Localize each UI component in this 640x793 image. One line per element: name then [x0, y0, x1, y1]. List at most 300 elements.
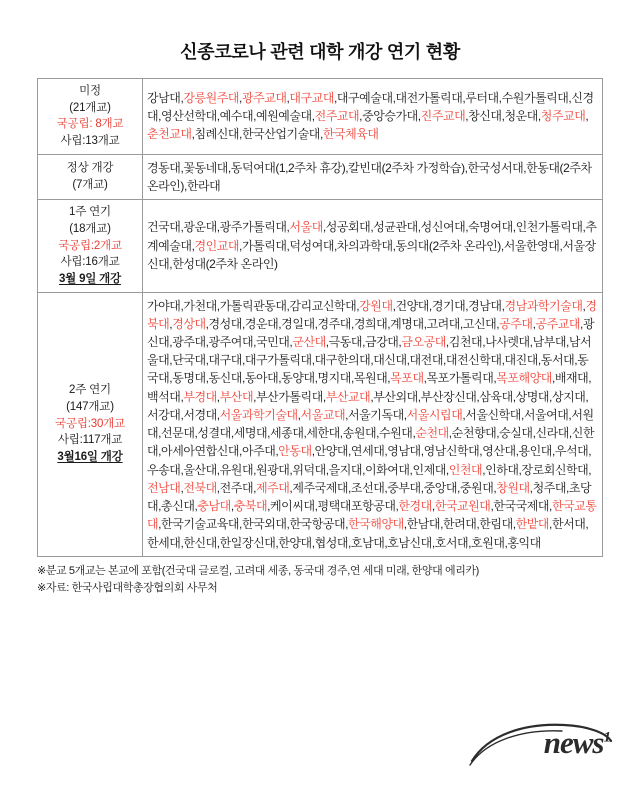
- separator: ,: [205, 316, 209, 331]
- separator: ,: [194, 426, 198, 441]
- university-name: 동양대: [281, 371, 315, 386]
- separator: ,: [311, 444, 315, 459]
- separator: ,: [319, 127, 323, 142]
- separator: ,: [325, 462, 329, 477]
- university-name: 한국교통대: [147, 499, 597, 532]
- university-name: 단국대: [172, 353, 206, 368]
- university-name: 광운대: [183, 220, 217, 235]
- separator: ,: [289, 462, 293, 477]
- separator: ,: [311, 109, 315, 124]
- separator: ,: [158, 517, 162, 532]
- row-universities: [143, 200, 603, 292]
- separator: ,: [348, 444, 351, 459]
- university-name: 경남대: [468, 298, 502, 313]
- university-name: 전남대: [147, 480, 181, 495]
- separator: ,: [462, 90, 466, 105]
- university-name: 침례신대: [194, 127, 240, 142]
- separator: ,: [325, 334, 329, 349]
- university-name: 목포대: [390, 371, 424, 386]
- university-name: 세한대: [306, 426, 340, 441]
- university-name: 남서울대: [147, 334, 592, 368]
- separator: ,: [303, 426, 307, 441]
- university-name: 강릉원주대: [183, 90, 240, 105]
- university-name: 한국국제대: [493, 499, 550, 514]
- separator: ,: [216, 462, 220, 477]
- separator: ,: [286, 220, 290, 235]
- university-name: 건양대: [395, 298, 429, 313]
- separator: ,: [465, 220, 469, 235]
- university-name: 동서대: [540, 353, 575, 368]
- university-name: 목포해양대: [496, 371, 552, 386]
- university-name: 가톨릭관동대: [219, 298, 287, 313]
- separator: ,: [348, 480, 351, 495]
- category-count: (147개교): [66, 401, 114, 414]
- separator: ,: [216, 220, 220, 235]
- university-name: 인하대: [485, 462, 519, 477]
- separator: ,: [216, 109, 220, 124]
- separator: ,: [191, 127, 195, 142]
- university-name: 초당대: [147, 480, 592, 514]
- university-name: 한밭대: [515, 517, 550, 532]
- university-name: 동명대: [172, 371, 206, 386]
- university-name: 선문대: [161, 426, 195, 441]
- separator: ,: [476, 389, 480, 404]
- university-name: 순천향대: [451, 426, 497, 441]
- university-name: 서울신학대: [465, 407, 521, 422]
- university-name: 을지대: [328, 462, 363, 477]
- university-name: 경일대: [281, 316, 315, 331]
- university-name: 협성대: [314, 535, 349, 550]
- university-name: 신한대: [147, 426, 595, 459]
- separator: ,: [339, 426, 343, 441]
- separator: ,: [239, 90, 242, 105]
- university-name: 경기대: [431, 298, 466, 313]
- university-name: 동신대: [208, 371, 242, 386]
- university-name: 경남과학기술대: [504, 298, 583, 313]
- logo-superscript: 1: [603, 729, 610, 746]
- separator: ,: [392, 238, 396, 253]
- category-name: 1주 연기: [69, 206, 111, 219]
- university-name: 대구가톨릭대: [244, 353, 312, 368]
- separator: ,: [457, 480, 460, 495]
- separator: ,: [158, 109, 162, 124]
- separator: ,: [370, 389, 374, 404]
- separator: ,: [549, 499, 552, 514]
- separator: ,: [158, 426, 162, 441]
- separator: ,: [289, 334, 293, 349]
- separator: ,: [230, 499, 234, 514]
- university-name: 가톨릭대: [241, 238, 287, 253]
- university-name: 경북대: [147, 298, 597, 331]
- separator: ,: [241, 371, 245, 386]
- logo-text-main: news: [543, 725, 604, 760]
- separator: ,: [580, 316, 583, 331]
- start-date: 3월 9일 개강: [58, 272, 122, 285]
- university-name: 광주대: [172, 334, 206, 349]
- separator: ,: [239, 238, 242, 253]
- separator: ,: [239, 517, 242, 532]
- separator: ,: [205, 334, 209, 349]
- university-name: 부산장신대: [420, 389, 477, 404]
- separator: ,: [275, 444, 279, 459]
- separator: ,: [537, 353, 541, 368]
- university-name: 성신여대: [420, 220, 466, 235]
- separator: ,: [412, 426, 416, 441]
- university-name: 중앙승가대: [362, 109, 418, 124]
- separator: ,: [345, 160, 349, 175]
- separator: ,: [278, 371, 282, 386]
- university-name: 호남신대: [387, 535, 432, 550]
- university-name: 상명대: [515, 389, 550, 404]
- separator: ,: [314, 371, 318, 386]
- university-name: 조선대: [350, 480, 385, 495]
- university-name: 서울과학기술대: [219, 407, 298, 422]
- separator: ,: [376, 426, 380, 441]
- university-name: 한라대: [186, 178, 221, 193]
- university-name: 제주대: [255, 480, 290, 495]
- separator: ,: [314, 499, 318, 514]
- separator: ,: [216, 298, 220, 313]
- university-name: 인천가톨릭대: [515, 220, 583, 235]
- separator: ,: [537, 109, 541, 124]
- separator: ,: [387, 316, 391, 331]
- separator: ,: [311, 535, 315, 550]
- university-name: 안양대: [314, 444, 349, 459]
- separator: ,: [384, 535, 388, 550]
- university-name: 대전대: [409, 353, 443, 368]
- separator: ,: [387, 371, 391, 386]
- separator: ,: [431, 535, 435, 550]
- university-name: 한려대: [442, 517, 477, 532]
- separator: ,: [532, 426, 536, 441]
- separator: ,: [253, 480, 256, 495]
- university-name: 진주교대: [420, 109, 466, 124]
- university-name: 서울기독대: [348, 407, 404, 422]
- university-name: 대구교대: [289, 90, 334, 105]
- university-name: 금강대: [364, 334, 399, 349]
- separator: ,: [180, 535, 184, 550]
- public-count: 국공립:2개교: [58, 239, 122, 252]
- separator: ,: [392, 90, 396, 105]
- separator: ,: [482, 334, 486, 349]
- university-name: 중원대: [459, 480, 494, 495]
- table-body: [38, 79, 603, 557]
- university-name: 영산대: [482, 444, 516, 459]
- separator: ,: [442, 353, 446, 368]
- page-title: 신종코로나 관련 대학 개강 연기 현황: [180, 42, 460, 62]
- separator: ,: [311, 353, 315, 368]
- university-name: 호원대: [471, 535, 505, 550]
- university-name: 예원예술대: [255, 109, 312, 124]
- news1-logo: [466, 715, 616, 769]
- university-name: 중앙대: [423, 480, 458, 495]
- separator: ,: [529, 480, 533, 495]
- separator: ,: [568, 90, 572, 105]
- row-label-one-week: [38, 200, 143, 292]
- category-count: (18개교): [69, 222, 111, 235]
- separator: ,: [278, 316, 282, 331]
- university-name: 한경대: [398, 499, 432, 514]
- university-name: 한신대: [183, 535, 217, 550]
- university-name: 전주교대: [314, 109, 360, 124]
- separator: ,: [191, 238, 195, 253]
- university-name: 군산대: [292, 334, 326, 349]
- separator: ,: [239, 444, 242, 459]
- separator: ,: [230, 426, 234, 441]
- university-name: 제주국제대: [292, 480, 349, 495]
- separator: ,: [501, 298, 505, 313]
- public-count: 국공립: 8개교: [56, 118, 124, 131]
- separator: ,: [406, 353, 410, 368]
- university-name: 숙명여대: [468, 220, 513, 235]
- university-name: 상지대: [551, 389, 586, 404]
- separator: ,: [512, 220, 516, 235]
- separator: ,: [551, 444, 555, 459]
- separator: ,: [585, 517, 589, 532]
- separator: ,: [370, 220, 374, 235]
- footnote-branch-campuses: ※분교 5개교는 본교에 포함(건국대 글로컬, 고려대 세종, 동국대 경주,연 세대 미래, 한양대 에리카): [37, 564, 479, 577]
- separator: ,: [566, 480, 569, 495]
- university-name: 춘천교대: [147, 127, 192, 142]
- university-name: 루터대: [465, 90, 499, 105]
- separator: ,: [500, 238, 504, 253]
- university-name: 한성대(2주차 온라인): [172, 256, 278, 271]
- table-row: [38, 79, 603, 155]
- university-name: 총신대: [161, 499, 195, 514]
- university-name: 서울한영대: [503, 238, 560, 253]
- separator: ,: [398, 334, 402, 349]
- separator: ,: [227, 160, 231, 175]
- university-name: 신라대: [535, 426, 569, 441]
- university-name: 아세아연합신대: [161, 444, 240, 459]
- category-name: 정상 개강: [66, 162, 114, 175]
- university-name: 한세대: [147, 535, 181, 550]
- separator: ,: [180, 389, 184, 404]
- university-name: 중부대: [387, 480, 421, 495]
- university-name: 한국성서대: [467, 160, 524, 175]
- separator: ,: [216, 407, 220, 422]
- separator: ,: [479, 444, 483, 459]
- university-name: 우송대: [147, 462, 181, 477]
- separator: ,: [417, 220, 421, 235]
- university-name: 광주가톨릭대: [219, 220, 287, 235]
- separator: ,: [286, 238, 290, 253]
- row-label-two-week: [38, 292, 143, 556]
- university-name: 백석대: [147, 389, 181, 404]
- university-name: 한동대(2주차 온라인): [147, 160, 592, 193]
- separator: ,: [180, 220, 184, 235]
- university-name: 서울장신대: [147, 238, 596, 271]
- university-name: 영남신학대: [423, 444, 480, 459]
- separator: ,: [216, 535, 220, 550]
- separator: ,: [501, 353, 505, 368]
- separator: ,: [384, 444, 388, 459]
- separator: ,: [417, 109, 421, 124]
- separator: ,: [417, 389, 421, 404]
- university-name: 서울시립대: [406, 407, 463, 422]
- separator: ,: [482, 462, 486, 477]
- university-name: 호서대: [434, 535, 469, 550]
- university-name: 경동대: [147, 160, 181, 175]
- university-name: 대신대: [373, 353, 407, 368]
- separator: ,: [180, 462, 184, 477]
- university-name: 한국외대: [241, 517, 287, 532]
- separator: ,: [490, 499, 494, 514]
- university-name: 명지대: [317, 371, 351, 386]
- separator: ,: [512, 517, 516, 532]
- separator: ,: [529, 334, 533, 349]
- separator: ,: [498, 90, 502, 105]
- table-row: [38, 200, 603, 292]
- separator: ,: [194, 499, 198, 514]
- separator: ,: [370, 353, 374, 368]
- university-name: 공주대: [499, 316, 533, 331]
- separator: ,: [423, 316, 427, 331]
- university-name: 한림대: [479, 517, 513, 532]
- university-name: 강원대: [359, 298, 393, 313]
- university-name: 대전가톨릭대: [395, 90, 463, 105]
- university-name: 서강대: [147, 407, 181, 422]
- university-name: 영남대: [387, 444, 421, 459]
- university-name: 수원대: [379, 426, 413, 441]
- university-name: 동의대(2주차 온라인): [395, 238, 501, 253]
- university-name: 가야대: [147, 298, 181, 313]
- row-universities: [143, 154, 603, 199]
- university-name: 세종대: [270, 426, 304, 441]
- university-name: 한국항공대: [289, 517, 346, 532]
- university-name: 가천대: [183, 298, 217, 313]
- separator: ,: [588, 371, 592, 386]
- separator: ,: [180, 407, 184, 422]
- university-name: 부산교대: [325, 389, 371, 404]
- university-name: 고신대: [462, 316, 497, 331]
- separator: ,: [568, 426, 572, 441]
- separator: ,: [448, 426, 452, 441]
- university-name: 유원대: [219, 462, 254, 477]
- row-label-undecided: [38, 79, 143, 155]
- separator: ,: [493, 371, 497, 386]
- separator: ,: [403, 517, 407, 532]
- separator: ,: [588, 444, 592, 459]
- separator: ,: [504, 535, 508, 550]
- separator: ,: [322, 389, 326, 404]
- category-name: 2주 연기: [69, 384, 111, 397]
- university-name: 한일장신대: [219, 535, 276, 550]
- university-name: 울산대: [183, 462, 217, 477]
- university-name: 전북대: [183, 480, 217, 495]
- category-count: (7개교): [72, 178, 108, 191]
- university-name: 평택대포항공대: [317, 499, 396, 514]
- university-name: 서울대: [289, 220, 323, 235]
- university-name: 부경대: [183, 389, 217, 404]
- university-name: 한국산업기술대: [241, 127, 320, 142]
- university-name: 한국체육대: [322, 127, 379, 142]
- separator: ,: [333, 238, 337, 253]
- separator: ,: [496, 426, 500, 441]
- separator: ,: [566, 334, 569, 349]
- university-name: 대진대: [504, 353, 538, 368]
- university-name: 목포가톨릭대: [426, 371, 494, 386]
- university-name: 이화여대: [364, 462, 410, 477]
- separator: ,: [409, 462, 413, 477]
- university-name: 김천대: [448, 334, 483, 349]
- separator: ,: [465, 298, 469, 313]
- separator: ,: [585, 109, 589, 124]
- university-name: 경상대: [172, 316, 206, 331]
- university-name: 대구한의대: [314, 353, 371, 368]
- separator: ,: [392, 298, 396, 313]
- separator: ,: [359, 109, 363, 124]
- university-name: 예수대: [219, 109, 254, 124]
- separator: ,: [180, 90, 184, 105]
- university-name: 용인대: [518, 444, 552, 459]
- separator: ,: [180, 480, 184, 495]
- university-name: 공주교대: [535, 316, 581, 331]
- separator: ,: [158, 444, 162, 459]
- university-name: 극동대: [328, 334, 363, 349]
- separator: ,: [205, 371, 209, 386]
- separator: ,: [362, 334, 365, 349]
- separator: ,: [420, 480, 424, 495]
- university-name: 케이씨대: [270, 499, 315, 514]
- separator: ,: [464, 160, 468, 175]
- university-name: 부산가톨릭대: [255, 389, 323, 404]
- university-name: 동국대: [147, 353, 589, 386]
- university-name: 한남대: [406, 517, 441, 532]
- university-name: 부산대: [219, 389, 254, 404]
- university-name: 목원대: [353, 371, 388, 386]
- university-status-table: [37, 78, 603, 557]
- separator: ,: [239, 127, 242, 142]
- separator: ,: [169, 256, 173, 271]
- university-name: 남부대: [532, 334, 566, 349]
- university-name: 위덕대: [292, 462, 326, 477]
- separator: ,: [169, 353, 173, 368]
- university-name: 청주교대: [540, 109, 586, 124]
- university-name: 대구대: [208, 353, 242, 368]
- separator: ,: [420, 444, 424, 459]
- separator: ,: [216, 389, 220, 404]
- university-name: 창신대: [468, 109, 502, 124]
- category-name: 미정: [79, 85, 101, 97]
- university-name: 광주교대: [241, 90, 287, 105]
- separator: ,: [501, 109, 505, 124]
- separator: ,: [551, 371, 555, 386]
- university-name: 나사렛대: [485, 334, 530, 349]
- separator: ,: [445, 334, 449, 349]
- separator: ,: [322, 220, 326, 235]
- separator: ,: [549, 389, 552, 404]
- university-name: 부산외대: [373, 389, 418, 404]
- separator: ,: [345, 407, 349, 422]
- university-name: 대구예술대: [336, 90, 393, 105]
- university-name: 강남대: [147, 90, 181, 105]
- university-name: 서울여대: [523, 407, 569, 422]
- university-name: 배재대: [554, 371, 589, 386]
- university-name: 충북대: [233, 499, 268, 514]
- row-universities: [143, 292, 603, 556]
- university-name: 서울교대: [300, 407, 346, 422]
- separator: ,: [253, 462, 256, 477]
- university-name: 아주대: [241, 444, 276, 459]
- separator: ,: [496, 316, 500, 331]
- start-date: 3월16일 개강: [57, 451, 123, 464]
- separator: ,: [286, 298, 290, 313]
- university-name: 세명대: [233, 426, 268, 441]
- university-name: 광신대: [147, 316, 595, 349]
- separator: ,: [253, 334, 256, 349]
- separator: ,: [574, 353, 578, 368]
